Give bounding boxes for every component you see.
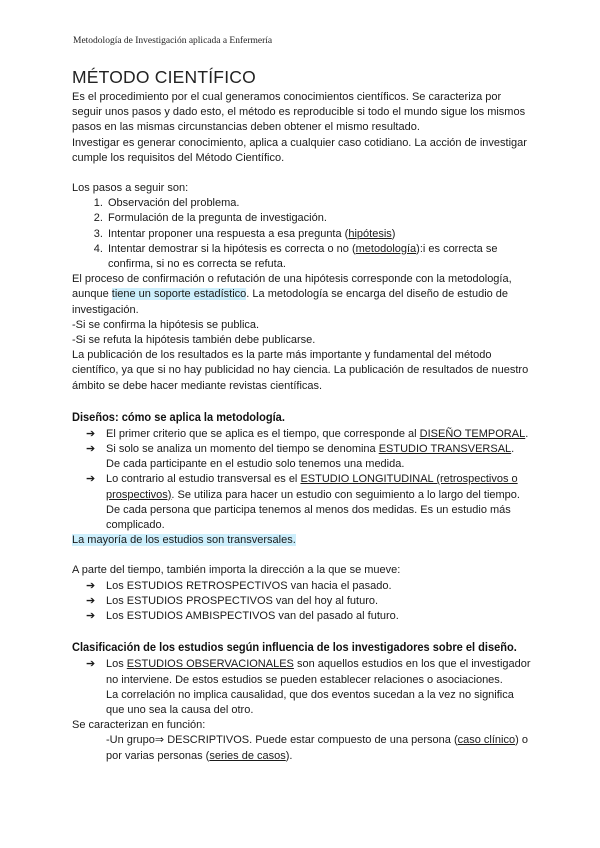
steps-list xyxy=(72,196,534,272)
designs-heading: Diseños: cómo se aplica la metodología. xyxy=(72,409,285,424)
page-header: Metodología de Investigación aplicada a Enfermería xyxy=(73,36,273,46)
classification-heading: Clasificación de los estudios según influencia de los investigadores sobre el diseño. xyxy=(72,640,517,655)
arrow-icon: ➔ xyxy=(86,610,96,623)
confirm-line: -Si se refuta la hipótesis también debe publicarse. xyxy=(72,334,316,347)
step-item: 1. Observación del problema. xyxy=(106,196,534,211)
list-item: ➔ Si solo se analiza un momento del tiempo se denomina ESTUDIO TRANSVERSAL. De cada participante en el estudio solo tenemos una medida. xyxy=(86,443,515,471)
list-item: ➔ Los ESTUDIOS AMBISPECTIVOS van del pasado al futuro. xyxy=(106,609,534,624)
arrow-icon: ➔ xyxy=(86,579,96,592)
steps-intro: Los pasos a seguir son: xyxy=(72,182,189,195)
metodologia-link: metodología xyxy=(355,242,417,255)
arrow-icon: ➔ xyxy=(86,443,96,456)
designs-note: La mayoría de los estudios son transversales. xyxy=(72,534,296,547)
page-title: MÉTODO CIENTÍFICO xyxy=(72,67,256,87)
document-body xyxy=(72,66,534,764)
highlight-statistical: tiene un soporte estadístico xyxy=(111,288,247,301)
publication-paragraph: La publicación de los resultados es la parte más importante y fundamental del método científico, ya que si no hay publicidad no hay ciencia. La publicación de resultados de nuestro ámbito se debe hacer mediante revistas científicas. xyxy=(72,349,529,392)
step-item: 2. Formulación de la pregunta de investigación. xyxy=(106,211,534,226)
function-intro: Se caracterizan en función: xyxy=(72,719,206,732)
intro-paragraph-2: Investigar es generar conocimiento, aplica a cualquier caso cotidiano. La acción de investigar cumple los requisitos del Método Científico. xyxy=(72,136,527,164)
arrow-icon: ➔ xyxy=(86,594,96,607)
classification-list xyxy=(72,657,534,718)
arrow-icon: ➔ xyxy=(86,473,96,486)
arrow-icon: ➔ xyxy=(86,427,96,440)
arrow-icon: ➔ xyxy=(86,658,96,671)
group-line: -Un grupo⇒ DESCRIPTIVOS. Puede estar compuesto de una persona (caso clínico) o por varias personas (series de casos). xyxy=(106,734,528,762)
step-item: 3. Intentar proponer una respuesta a esa pregunta (hipótesis) xyxy=(106,227,534,242)
direction-intro: A parte del tiempo, también importa la dirección a la que se mueve: xyxy=(72,564,401,577)
list-item: ➔ Los ESTUDIOS PROSPECTIVOS van del hoy al futuro. xyxy=(106,594,534,609)
hipotesis-link: hipótesis xyxy=(348,227,392,240)
step-item: 4. Intentar demostrar si la hipótesis es correcta o no (metodología):i es correcta se confirma, si no es correcta se refuta. xyxy=(106,242,534,272)
intro-paragraph-1: Es el procedimiento por el cual generamos conocimientos científicos. Se caracteriza por seguir unos pasos y dado esto, el método es reproducible si todo el mundo sigue los mismos pasos en las mismas circunstancias deben obtener el mismo resultado. xyxy=(72,91,526,134)
list-item: ➔ Los ESTUDIOS RETROSPECTIVOS van hacia el pasado. xyxy=(106,579,534,594)
list-item: ➔ Lo contrario al estudio transversal es el ESTUDIO LONGITUDINAL (retrospectivos o prospectivos). Se utiliza para hacer un estudio con seguimiento a lo largo del tiempo. De cada persona que participa tenemos al menos dos medidas. Es un estudio más complicado. xyxy=(86,473,520,532)
designs-list xyxy=(72,427,534,533)
list-item: ➔ Los ESTUDIOS OBSERVACIONALES son aquellos estudios en los que el investigador no interviene. De estos estudios se pueden establecer relaciones o asociaciones. La correlación no implica causalidad, que dos eventos sucedan a la vez no significa que uno sea la causa del otro. xyxy=(86,658,531,716)
confirm-paragraph: El proceso de confirmación o refutación de una hipótesis corresponde con la metodología, aunque tiene un soporte estadístico. La metodología se encarga del diseño de estudio de investigación. xyxy=(72,273,512,316)
direction-list xyxy=(72,579,534,625)
list-item: ➔ El primer criterio que se aplica es el tiempo, que corresponde al DISEÑO TEMPORAL. xyxy=(106,427,534,442)
confirm-line: -Si se confirma la hipótesis se publica. xyxy=(72,318,260,331)
